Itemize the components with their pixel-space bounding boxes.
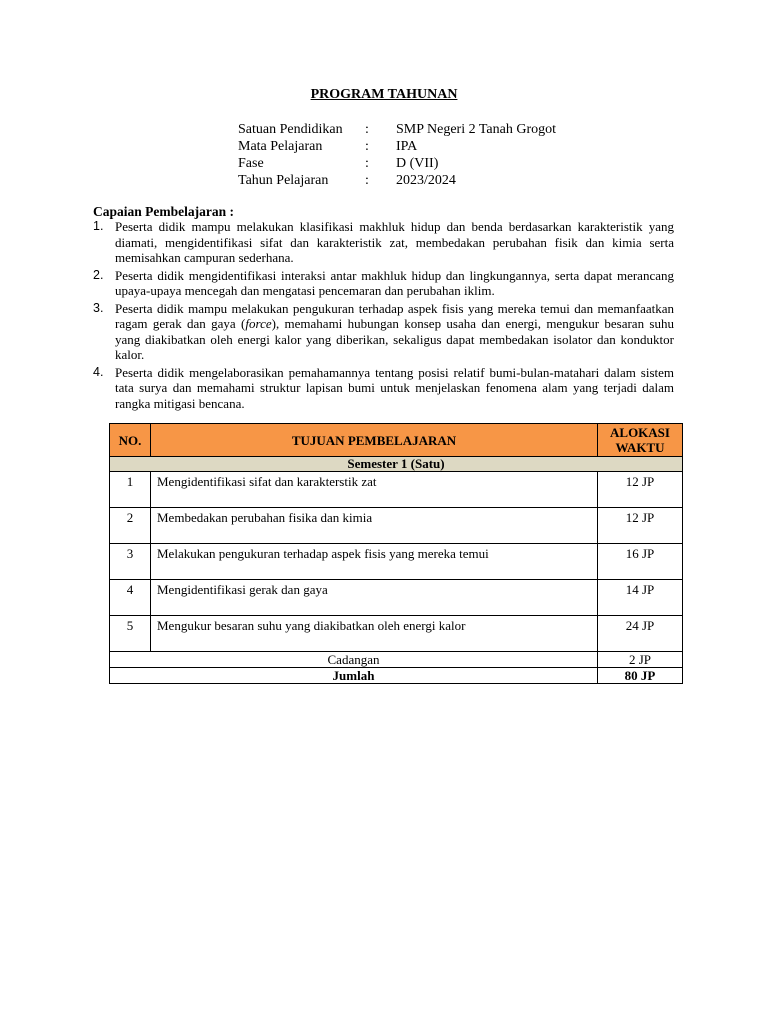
identity-row [238,172,556,189]
table-row [110,616,683,652]
row-alokasi: 16 JP [598,544,683,580]
table-row [110,580,683,616]
cadangan-label: Cadangan [110,652,598,668]
table-row [110,544,683,580]
cadangan-row [110,652,683,668]
row-alokasi: 12 JP [598,508,683,544]
capaian-item-number: 2. [93,267,104,282]
capaian-item-number: 1. [93,219,104,233]
identity-key: Satuan Pendidikan [238,122,343,137]
identity-separator: : [365,122,369,137]
cadangan-value: 2 JP [598,652,683,668]
capaian-item-text-part: ), memahami hubungan konsep usaha dan energi, mengukur besaran suhu yang diakibatkan oleh energi kalor yang diberikan, sekaligus dapat membedakan isolator dan konduktor kalor. [115,316,674,362]
capaian-list [93,219,674,413]
capaian-item-text: Peserta didik mampu melakukan klasifikasi makhluk hidup dan benda berdasarkan karakteristik yang diamati, mengidentifikasi sifat dan karakteristik zat, membedakan perubahan fisik dan kimia serta memisahkan campuran sederhana. [115,219,674,265]
identity-value: 2023/2024 [396,173,456,188]
row-number: 3 [110,544,151,580]
capaian-item [93,219,674,266]
capaian-item-text-italic: force [245,316,272,331]
capaian-item [93,301,674,363]
table-row [110,508,683,544]
table-row [110,472,683,508]
header-tujuan: TUJUAN PEMBELAJARAN [151,424,598,457]
capaian-heading: Capaian Pembelajaran : [93,204,234,219]
identity-key: Tahun Pelajaran [238,173,329,188]
capaian-item-text: Peserta didik mengidentifikasi interaksi antar makhluk hidup dan lingkungannya, serta dapat merancang upaya-upaya mencegah dan mengatasi pencemaran dan perubahan iklim. [115,267,674,298]
row-number: 2 [110,508,151,544]
identity-key: Mata Pelajaran [238,139,323,154]
identity-value: SMP Negeri 2 Tanah Grogot [396,122,557,137]
header-no: NO. [110,424,151,457]
row-tujuan: Mengidentifikasi sifat dan karakterstik zat [151,472,598,508]
document-title-text: PROGRAM TAHUNAN [310,87,458,102]
row-alokasi: 12 JP [598,472,683,508]
identity-separator: : [365,173,369,188]
row-alokasi: 24 JP [598,616,683,652]
document-title [0,87,768,103]
identity-value: IPA [396,139,418,154]
row-tujuan: Melakukan pengukuran terhadap aspek fisis yang mereka temui [151,544,598,580]
semester-label: Semester 1 (Satu) [110,457,683,472]
row-tujuan: Mengidentifikasi gerak dan gaya [151,580,598,616]
capaian-item-number: 3. [93,300,104,315]
capaian-item [93,365,674,412]
capaian-item [93,268,674,299]
identity-key: Fase [238,156,264,171]
jumlah-value: 80 JP [598,668,683,684]
semester-row [110,457,683,472]
row-tujuan: Mengukur besaran suhu yang diakibatkan oleh energi kalor [151,616,598,652]
capaian-item-text-part: Peserta didik mampu melakukan pengukuran terhadap aspek fisis yang mereka temui dan memanfaatkan ragam gerak dan gaya ( [115,300,674,331]
jumlah-label: Jumlah [110,668,598,684]
header-alokasi: ALOKASI WAKTU [598,424,683,457]
row-alokasi: 14 JP [598,580,683,616]
identity-row [238,138,556,155]
row-number: 5 [110,616,151,652]
program-table [109,423,683,684]
identity-value: D (VII) [396,156,439,171]
identity-separator: : [365,139,369,154]
capaian-item-number: 4. [93,364,104,379]
capaian-item-text: Peserta didik mengelaborasikan pemahamannya tentang posisi relatif bumi-bulan-matahari dalam sistem tata surya dan memahami struktur lapisan bumi untuk menjelaskan fenomena alam yang terjadi dalam rangka mitigasi bencana. [115,364,674,411]
jumlah-row [110,668,683,684]
identity-row [238,155,556,172]
row-number: 4 [110,580,151,616]
capaian-item-text [115,301,674,363]
identity-row [238,121,556,138]
table-header-row [110,424,683,457]
row-tujuan: Membedakan perubahan fisika dan kimia [151,508,598,544]
row-number: 1 [110,472,151,508]
identity-block [238,121,556,189]
identity-separator: : [365,156,369,171]
